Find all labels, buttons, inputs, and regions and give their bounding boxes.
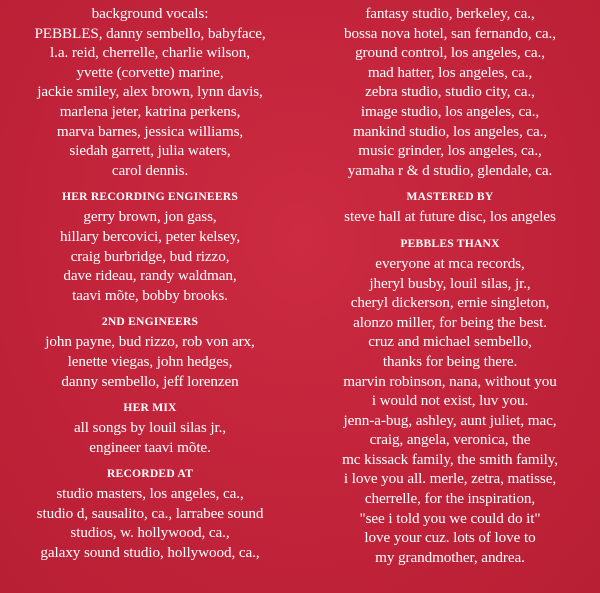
credit-line: jackie smiley, alex brown, lynn davis, <box>37 83 263 101</box>
section-heading: RECORDED AT <box>106 467 194 481</box>
credit-line: marva barnes, jessica williams, <box>56 122 244 140</box>
section-heading: HER RECORDING ENGINEERS <box>62 190 238 204</box>
credit-line: bossa nova hotel, san fernando, ca., <box>344 24 556 42</box>
credit-line: taavi mõte, bobby brooks. <box>72 286 228 304</box>
credit-line: marlena jeter, katrina perkens, <box>59 102 241 120</box>
credit-line: dave rideau, randy waldman, <box>63 267 237 285</box>
credit-line: my grandmother, andrea. <box>375 548 525 566</box>
credit-line: cherrelle, for the inspiration, <box>364 490 536 508</box>
credit-line: music grinder, los angeles, ca., <box>358 142 542 160</box>
credit-line: galaxy sound studio, hollywood, ca., <box>40 544 260 562</box>
section-heading: MASTERED BY <box>406 190 494 204</box>
credit-line: mad hatter, los angeles, ca., <box>367 63 533 81</box>
credit-line: john payne, bud rizzo, rob von arx, <box>45 333 255 351</box>
credit-line: studios, w. hollywood, ca., <box>70 524 230 542</box>
credit-line: mankind studio, los angeles, ca., <box>352 122 548 140</box>
credit-line: alonzo miller, for being the best. <box>353 313 547 331</box>
credit-line: craig, angela, veronica, the <box>369 431 531 449</box>
credit-line: lenette viegas, john hedges, <box>67 352 233 370</box>
credit-line: cruz and michael sembello, <box>368 333 532 351</box>
credit-line: siedah garrett, julia waters, <box>69 142 231 160</box>
credit-line: yvette (corvette) marine, <box>76 63 224 81</box>
credit-line: studio d, sausalito, ca., larrabee sound <box>36 504 264 522</box>
credits-section-recorded-at <box>0 464 300 562</box>
credits-section-mastered-by <box>300 187 600 227</box>
credit-line: engineer taavi mõte. <box>89 438 211 456</box>
section-heading: PEBBLES THANX <box>400 236 500 250</box>
credit-line: jenn-a-bug, ashley, aunt juliet, mac, <box>343 411 557 429</box>
credits-section-her-recording-engineers <box>0 187 300 305</box>
credit-line: love your cuz. lots of love to <box>364 529 536 547</box>
credits-section-intro-left-column <box>0 4 300 180</box>
credits-section-intro-right-column <box>300 4 600 180</box>
credit-line: hillary bercovici, peter kelsey, <box>59 227 241 245</box>
credit-line: i love you all. merle, zetra, matisse, <box>343 470 557 488</box>
credits-section-pebbles-thanx <box>300 234 600 568</box>
credit-line: image studio, los angeles, ca., <box>360 102 540 120</box>
credit-line: marvin robinson, nana, without you <box>343 372 557 390</box>
credit-line: cheryl dickerson, ernie singleton, <box>350 294 550 312</box>
credit-line: zebra studio, studio city, ca., <box>365 83 535 101</box>
credit-line: gerry brown, jon gass, <box>83 208 217 226</box>
credit-line: danny sembello, jeff lorenzen <box>61 372 239 390</box>
credit-line: all songs by louil silas jr., <box>74 419 226 437</box>
credit-line: jheryl busby, louil silas, jr., <box>369 274 531 292</box>
credits-right-column <box>300 4 600 567</box>
credit-line: i would not exist, luv you. <box>371 392 529 410</box>
credits-section-her-mix <box>0 398 300 457</box>
credit-line: everyone at mca records, <box>375 254 525 272</box>
credit-line: fantasy studio, berkeley, ca., <box>365 5 535 22</box>
credit-line: steve hall at future disc, los angeles <box>344 208 556 226</box>
credit-line: PEBBLES, danny sembello, babyface, <box>34 24 266 42</box>
credit-line: l.a. reid, cherrelle, charlie wilson, <box>50 44 250 62</box>
credit-line: carol dennis. <box>111 161 189 179</box>
credit-line: background vocals: <box>91 5 209 22</box>
credits-left-column <box>0 4 300 563</box>
credit-line: ground control, los angeles, ca., <box>355 44 545 62</box>
credit-line: mc kissack family, the smith family, <box>342 450 558 468</box>
credits-section-2nd-engineers <box>0 312 300 391</box>
credit-line: yamaha r & d studio, glendale, ca. <box>347 161 553 179</box>
credit-line: "see i told you we could do it" <box>359 509 541 527</box>
credit-line: craig burbridge, bud rizzo, <box>70 247 230 265</box>
credit-line: studio masters, los angeles, ca., <box>56 485 244 503</box>
section-heading: 2ND ENGINEERS <box>101 315 199 329</box>
section-heading: HER MIX <box>123 401 177 415</box>
credit-line: thanks for being there. <box>382 352 518 370</box>
